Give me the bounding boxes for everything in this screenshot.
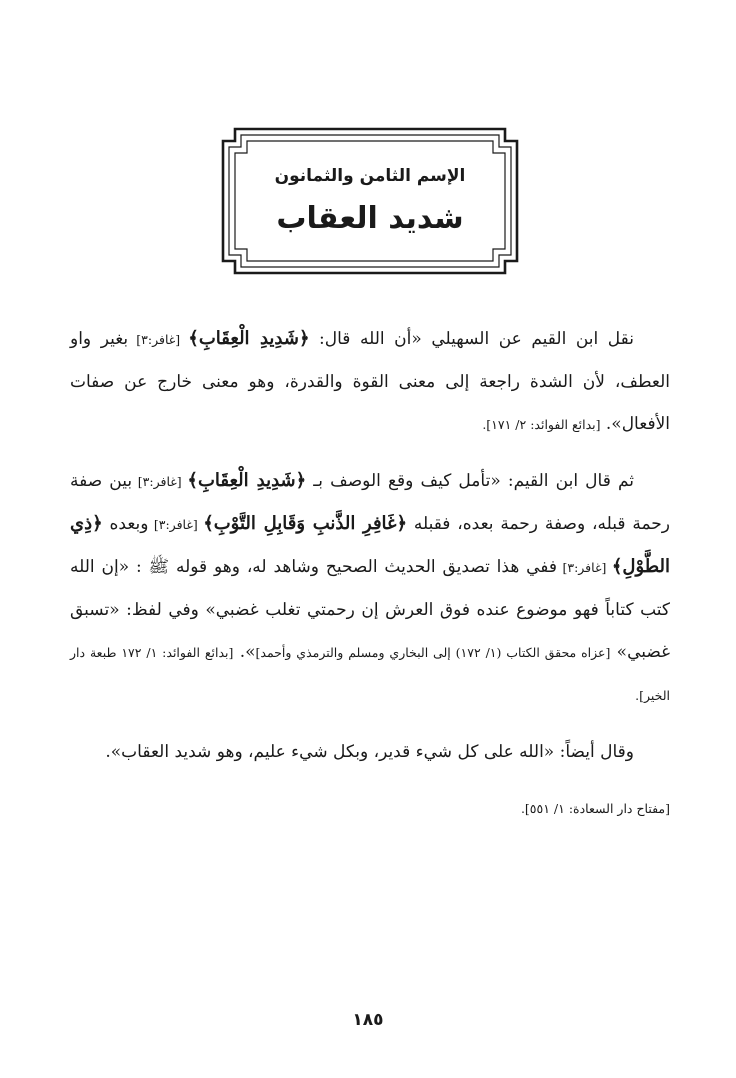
citation-reference: [غافر:٣]	[128, 332, 189, 347]
citation-reference: [غافر:٣]	[148, 517, 204, 532]
paragraph	[70, 318, 670, 446]
paragraph-text: وبعده	[102, 514, 149, 534]
quran-verse: ﴿شَدِيدِ الْعِقَابِ﴾	[188, 328, 310, 349]
paragraph-text: ففي هذا تصديق الحديث الصحيح وشاهد له، وهو قوله ﷺ : «إن الله كتب كتاباً فهو موضوع عنده فوق العرش إن رحمتي تغلب غضبي» وفي لفظ: «تسبق غضبي»	[70, 557, 671, 662]
paragraph	[70, 787, 670, 830]
citation-reference: [غافر:٣]	[557, 560, 612, 575]
paragraph-text: ثم قال ابن القيم: «تأمل كيف وقع الوصف بـ	[306, 471, 634, 491]
citation-reference: [غافر:٣]	[132, 474, 188, 489]
paragraph-text: ».	[233, 642, 256, 662]
paragraph-text: وقال أيضاً: «الله على كل شيء قدير، وبكل شيء عليم، وهو شديد العقاب».	[105, 742, 634, 762]
quran-verse: ﴿غَافِرِ الذَّنبِ وَقَابِلِ التَّوْبِ﴾	[203, 513, 407, 534]
section-subtitle: الإسم الثامن والثمانون	[274, 166, 466, 186]
section-title: شديد العقاب	[276, 201, 464, 236]
title-frame	[221, 127, 519, 275]
quran-verse: ﴿ذِي الطَّوْلِ﴾	[70, 513, 670, 577]
quran-verse: ﴿شَدِيدِ الْعِقَابِ﴾	[187, 470, 307, 491]
citation-reference: [مفتاح دار السعادة: ١/ ٥٥١].	[520, 801, 670, 816]
paragraph-text: بغير واو العطف، لأن الشدة راجعة إلى معنى القوة والقدرة، وهو معنى خارج عن صفات الأفعال».	[70, 329, 670, 434]
paragraph-text: نقل ابن القيم عن السهيلي «أن الله قال:	[309, 329, 634, 349]
citation-reference: [عزاه محقق الكتاب (١/ ١٧٢) إلى البخاري ومسلم والترمذي وأحمد]	[255, 645, 611, 660]
page-number: ١٨٥	[352, 1010, 384, 1030]
body-text	[70, 318, 670, 844]
citation-reference: [بدائع الفوائد: ٢/ ١٧١].	[482, 417, 601, 432]
paragraph-text: بين صفة رحمة قبله، وصفة رحمة بعده، فقبله	[70, 471, 670, 534]
paragraph	[70, 460, 670, 717]
citation-reference: [بدائع الفوائد: ١/ ١٧٢ طبعة دار الخير].	[70, 645, 670, 703]
paragraph	[70, 731, 670, 773]
